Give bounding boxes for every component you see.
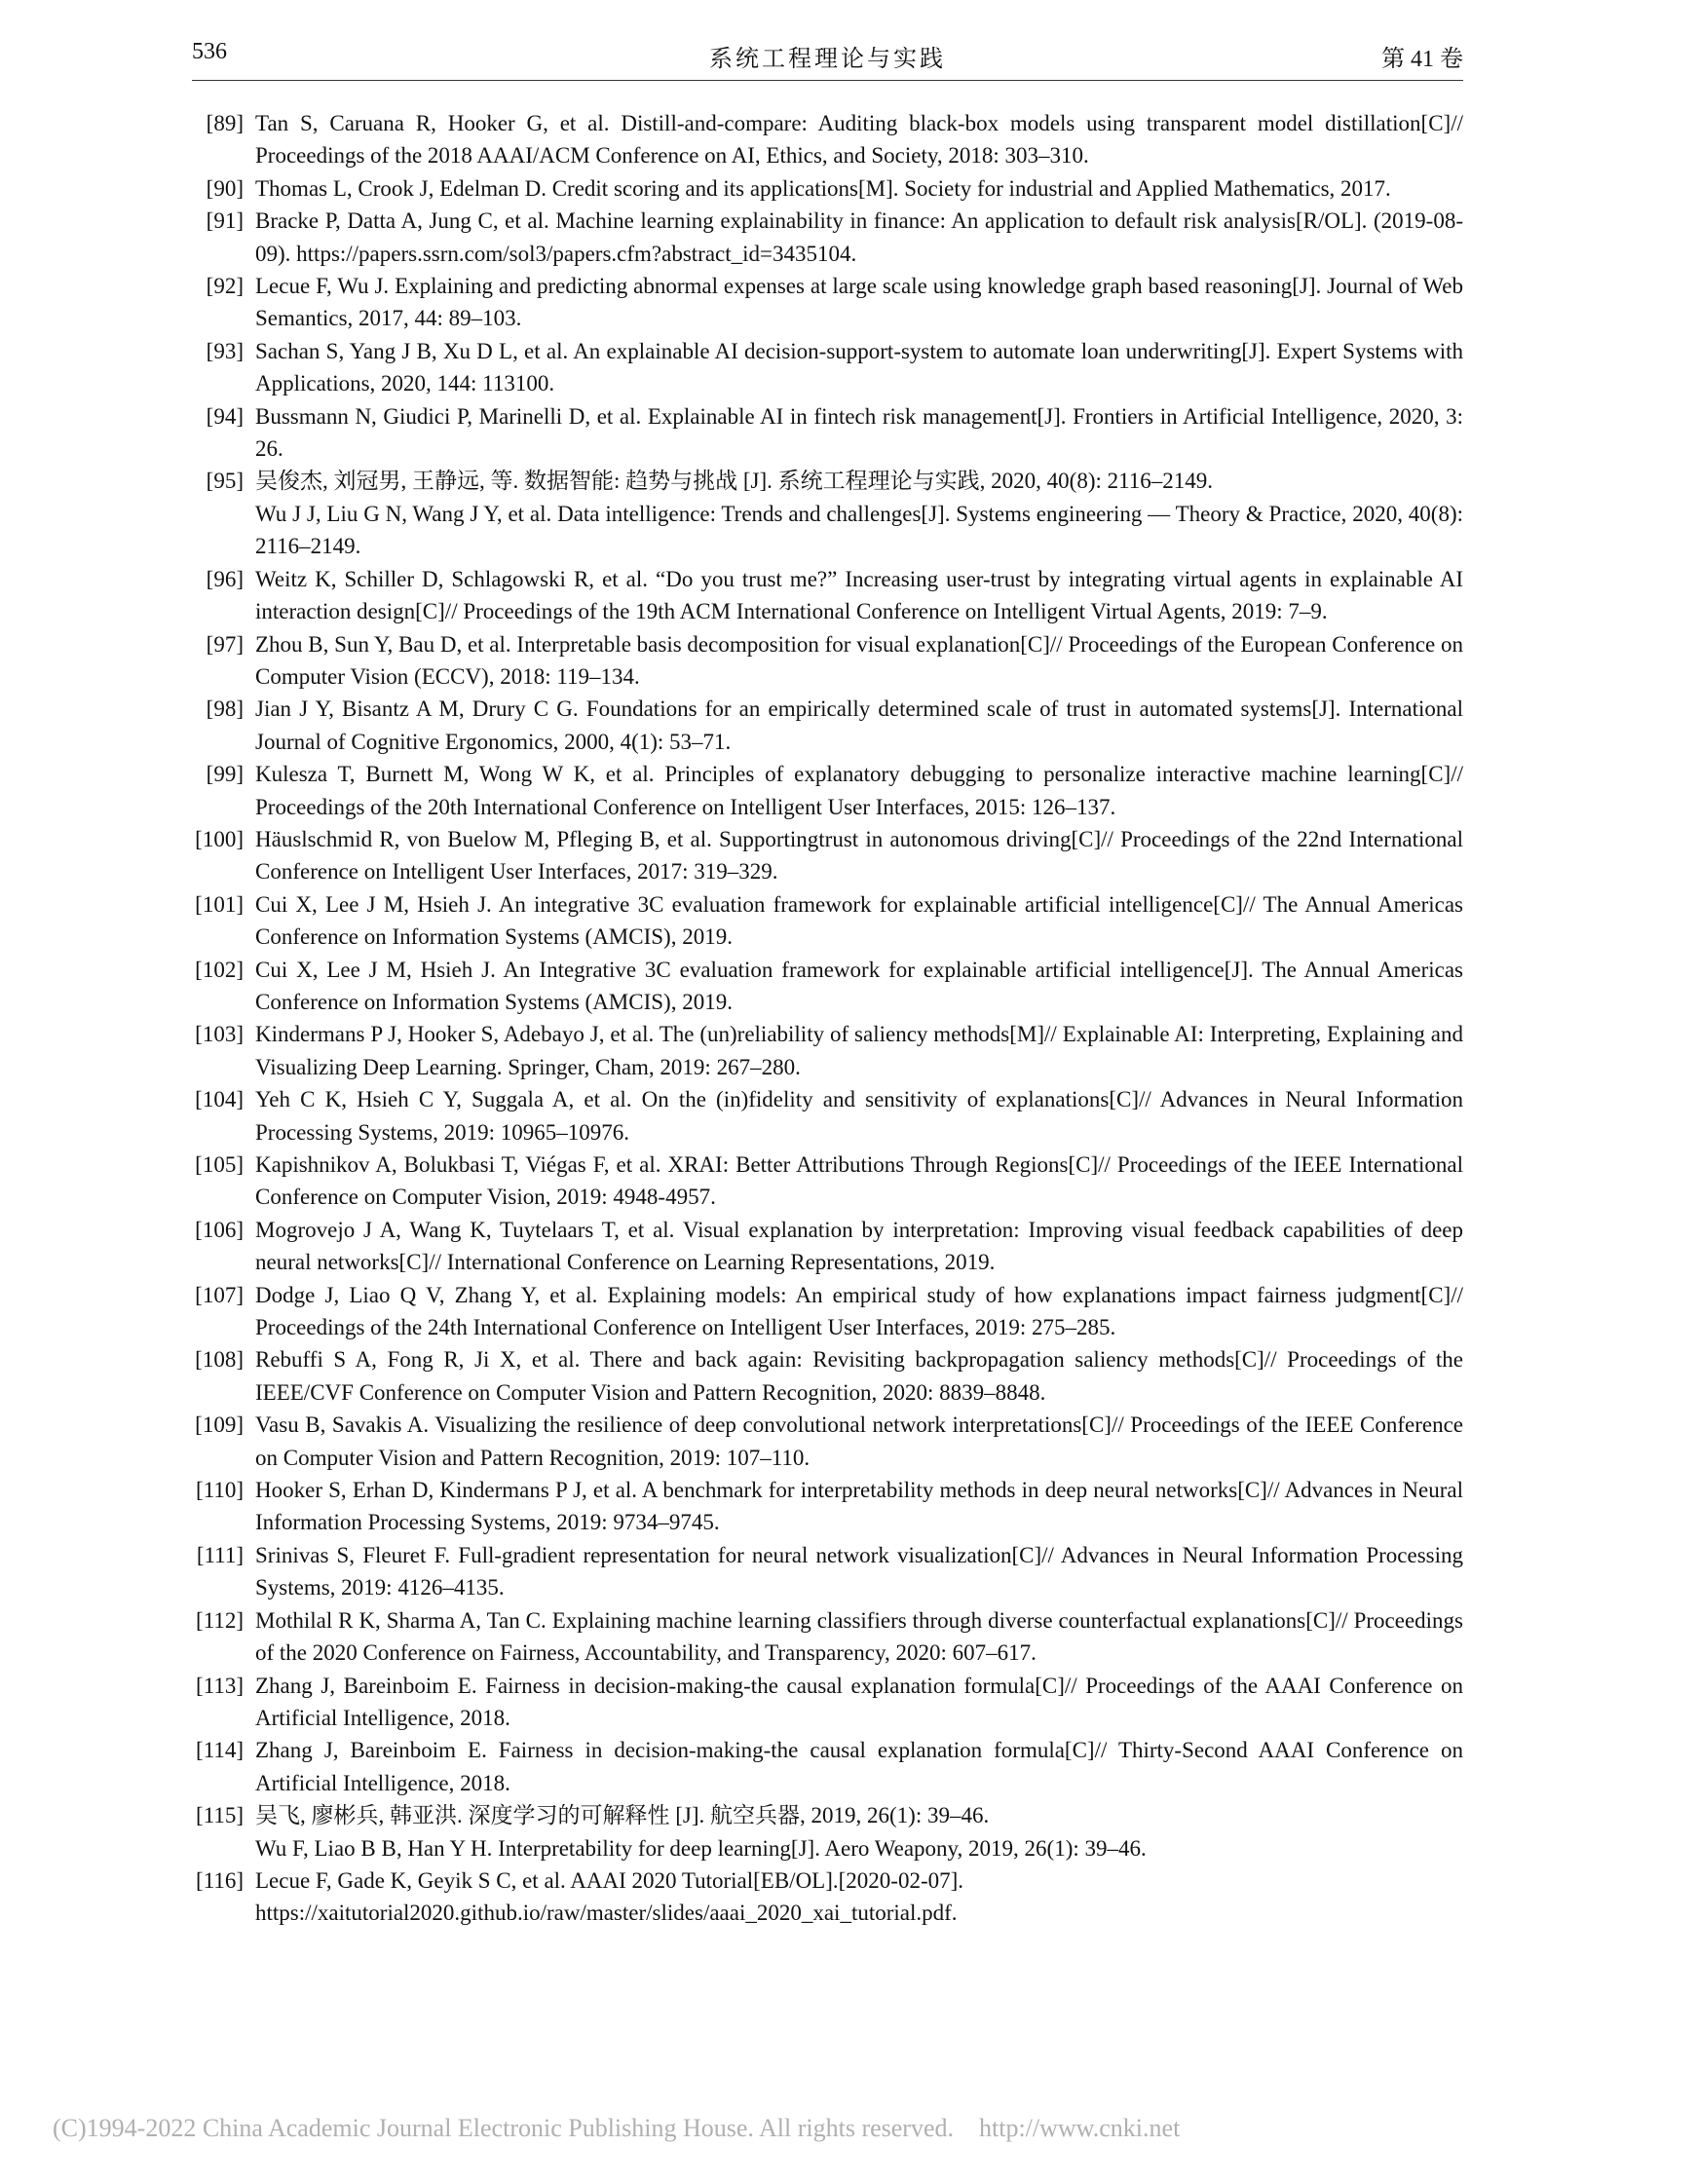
reference-number: [107] — [195, 1282, 244, 1307]
reference-number: [97] — [206, 631, 244, 657]
reference-number: [102] — [195, 957, 244, 982]
reference-item — [175, 1539, 1463, 1604]
reference-text — [244, 335, 1463, 400]
reference-line: Tan S, Caruana R, Hooker G, et al. Distill-and-compare: Auditing black-box models using transparent model distillation[C]// Proceedings of the 2018 AAAI/ACM Conference on AI, Ethics, and Society, 2018: 303–310. — [255, 111, 1463, 169]
reference-line: 吴俊杰, 刘冠男, 王静远, 等. 数据智能: 趋势与挑战 [J]. 系统工程理论与实践, 2020, 40(8): 2116–2149. — [255, 469, 1214, 494]
reference-line: Sachan S, Yang J B, Xu D L, et al. An explainable AI decision-support-system to automate loan underwriting[J]. Expert Systems with Applications, 2020, 144: 113100. — [255, 338, 1463, 396]
reference-line: Cui X, Lee J M, Hsieh J. An Integrative 3C evaluation framework for explainable artificial intelligence[J]. The Annual Americas Conference on Information Systems (AMCIS), 2019. — [255, 957, 1463, 1014]
header-rule — [192, 80, 1463, 81]
reference-number: [110] — [196, 1478, 244, 1503]
reference-text — [244, 107, 1463, 172]
reference-item — [175, 1343, 1463, 1409]
reference-line: Vasu B, Savakis A. Visualizing the resilience of deep convolutional network interpretations[C]// Proceedings of the IEEE Conference on Computer Vision and Pattern Recognition, 2019: 107–110. — [255, 1412, 1463, 1470]
reference-item — [175, 954, 1463, 1019]
reference-item — [175, 270, 1463, 335]
reference-line: Wu J J, Liu G N, Wang J Y, et al. Data intelligence: Trends and challenges[J]. Systems engineering — Theory & Practice, 2020, 40(8): 2116–2149. — [255, 501, 1463, 559]
reference-text — [244, 1539, 1463, 1604]
reference-text — [244, 693, 1463, 758]
reference-number: [105] — [195, 1152, 244, 1177]
reference-item — [175, 1083, 1463, 1148]
reference-number: [111] — [196, 1542, 244, 1567]
reference-text — [244, 172, 1463, 205]
reference-text — [244, 1799, 1463, 1864]
reference-item — [175, 758, 1463, 823]
reference-list — [175, 107, 1463, 1930]
reference-number: [93] — [206, 338, 244, 363]
reference-line: Zhang J, Bareinboim E. Fairness in decision-making-the causal explanation formula[C]// Thirty-Second AAAI Conference on Artificial Intelligence, 2018. — [255, 1738, 1463, 1795]
reference-item — [175, 172, 1463, 205]
reference-number: [99] — [206, 762, 244, 787]
reference-number: [89] — [206, 111, 244, 135]
reference-item — [175, 1409, 1463, 1474]
reference-number: [108] — [195, 1347, 244, 1373]
reference-line: Zhou B, Sun Y, Bau D, et al. Interpretable basis decomposition for visual explanation[C]// Proceedings of the European Conference on Computer Vision (ECCV), 2018: 119–134. — [255, 631, 1463, 689]
reference-text — [244, 1214, 1463, 1279]
reference-line: Bracke P, Datta A, Jung C, et al. Machine learning explainability in finance: An application to default risk analysis[R/OL]. (2019-08-09). https://papers.ssrn.com/sol3/papers.cfm?abstract_id=3435104. — [255, 208, 1463, 266]
reference-number: [98] — [206, 697, 244, 722]
reference-text — [244, 1343, 1463, 1409]
reference-text — [244, 1409, 1463, 1474]
reference-text — [244, 1670, 1463, 1735]
reference-item — [175, 1018, 1463, 1083]
reference-line: Thomas L, Crook J, Edelman D. Credit scoring and its applications[M]. Society for industrial and Applied Mathematics, 2017. — [255, 175, 1391, 201]
reference-item — [175, 1214, 1463, 1279]
reference-line: Yeh C K, Hsieh C Y, Suggala A, et al. On the (in)fidelity and sensitivity of explanations[C]// Advances in Neural Information Processing Systems, 2019: 10965–10976. — [255, 1087, 1463, 1145]
reference-item — [175, 888, 1463, 954]
reference-item — [175, 1148, 1463, 1214]
reference-text — [244, 628, 1463, 694]
volume-label: 第 41 卷 — [1381, 47, 1463, 72]
reference-line: Kindermans P J, Hooker S, Adebayo J, et al. The (un)reliability of saliency methods[M]// Explainable AI: Interpreting, Explaining and Visualizing Deep Learning. Springer, Cham, 2019: 267–280. — [255, 1022, 1463, 1079]
reference-line: Kulesza T, Burnett M, Wong W K, et al. Principles of explanatory debugging to personalize interactive machine learning[C]// Proceedings of the 20th International Conference on Intelligent User Interfaces, 2015: 126–137. — [255, 762, 1463, 819]
reference-text — [244, 1148, 1463, 1214]
reference-item — [175, 1864, 1463, 1930]
reference-number: [96] — [206, 566, 244, 591]
reference-number: [109] — [195, 1412, 244, 1438]
reference-line: Mothilal R K, Sharma A, Tan C. Explaining machine learning classifiers through diverse counterfactual explanations[C]// Proceedings of the 2020 Conference on Fairness, Accountability, and Transparency, 2020: 607–617. — [255, 1607, 1463, 1666]
reference-line: Weitz K, Schiller D, Schlagowski R, et al. “Do you trust me?” Increasing user-trust by integrating virtual agents in explainable AI interaction design[C]// Proceedings of the 19th ACM International Conference on Intelligent Virtual Agents, 2019: 7–9. — [255, 566, 1463, 624]
reference-number: [100] — [195, 826, 244, 851]
reference-text — [244, 1734, 1463, 1799]
reference-item — [175, 1799, 1463, 1864]
reference-number: [103] — [195, 1022, 244, 1047]
reference-text — [244, 205, 1463, 270]
reference-line: Zhang J, Bareinboim E. Fairness in decision-making-the causal explanation formula[C]// Proceedings of the AAAI Conference on Artificial Intelligence, 2018. — [255, 1673, 1463, 1730]
reference-item — [175, 1670, 1463, 1735]
reference-item — [175, 693, 1463, 758]
reference-text — [244, 400, 1463, 466]
reference-line: 吴飞, 廖彬兵, 韩亚洪. 深度学习的可解释性 [J]. 航空兵器, 2019, 26(1): 39–46. — [255, 1803, 990, 1828]
reference-number: [115] — [196, 1803, 244, 1828]
footer — [53, 2114, 1180, 2143]
reference-item — [175, 1474, 1463, 1539]
reference-line: Bussmann N, Giudici P, Marinelli D, et al. Explainable AI in fintech risk management[J]. Frontiers in Artificial Intelligence, 2020, 3: 26. — [255, 403, 1463, 462]
reference-number: [92] — [206, 274, 244, 299]
reference-text — [244, 1018, 1463, 1083]
reference-text — [244, 1474, 1463, 1539]
reference-line: Häuslschmid R, von Buelow M, Pfleging B, et al. Supportingtrust in autonomous driving[C]// Proceedings of the 22nd International Conference on Intelligent User Interfaces, 2017: 319–329. — [255, 826, 1463, 885]
reference-line: Kapishnikov A, Bolukbasi T, Viégas F, et al. XRAI: Better Attributions Through Regions[C]// Proceedings of the IEEE International Conference on Computer Vision, 2019: 4948-4957. — [255, 1152, 1463, 1210]
page-number: 536 — [192, 39, 227, 64]
reference-number: [91] — [206, 208, 244, 234]
reference-number: [94] — [206, 403, 244, 429]
reference-line: Srinivas S, Fleuret F. Full-gradient representation for neural network visualization[C]// Advances in Neural Information Processing Systems, 2019: 4126–4135. — [255, 1542, 1463, 1600]
reference-number: [95] — [206, 469, 244, 494]
reference-item — [175, 465, 1463, 562]
reference-line: Mogrovejo J A, Wang K, Tuytelaars T, et al. Visual explanation by interpretation: Improving visual feedback capabilities of deep neural networks[C]// International Conference on Learning Representations, 2019. — [255, 1217, 1463, 1275]
footer-url[interactable]: http://www.cnki.net — [979, 2114, 1181, 2142]
reference-item — [175, 335, 1463, 400]
reference-item — [175, 823, 1463, 888]
reference-text — [244, 823, 1463, 888]
journal-title: 系统工程理论与实践 — [709, 47, 946, 72]
reference-line: Jian J Y, Bisantz A M, Drury C G. Foundations for an empirically determined scale of trust in automated systems[J]. International Journal of Cognitive Ergonomics, 2000, 4(1): 53–71. — [255, 697, 1463, 754]
reference-item — [175, 1279, 1463, 1344]
reference-line: Hooker S, Erhan D, Kindermans P J, et al. A benchmark for interpretability methods in deep neural networks[C]// Advances in Neural Information Processing Systems, 2019: 9734–9745. — [255, 1478, 1463, 1535]
reference-line: Lecue F, Wu J. Explaining and predicting abnormal expenses at large scale using knowledge graph based reasoning[J]. Journal of Web Semantics, 2017, 44: 89–103. — [255, 274, 1463, 331]
reference-number: [112] — [196, 1607, 244, 1633]
reference-number: [90] — [206, 175, 244, 201]
reference-text — [244, 954, 1463, 1019]
reference-number: [116] — [196, 1867, 244, 1893]
reference-line: Dodge J, Liao Q V, Zhang Y, et al. Explaining models: An empirical study of how explanations impact fairness judgment[C]// Proceedings of the 24th International Conference on Intelligent User Interfaces, 2019: 275–285. — [255, 1282, 1463, 1340]
reference-text — [244, 1279, 1463, 1344]
reference-line: Cui X, Lee J M, Hsieh J. An integrative 3C evaluation framework for explainable artificial intelligence[C]// The Annual Americas Conference on Information Systems (AMCIS), 2019. — [255, 891, 1463, 950]
reference-line: Wu F, Liao B B, Han Y H. Interpretability for deep learning[J]. Aero Weapony, 2019, 26(1): 39–46. — [255, 1835, 1147, 1861]
reference-number: [114] — [196, 1738, 244, 1763]
reference-number: [106] — [195, 1217, 244, 1242]
reference-number: [104] — [195, 1087, 244, 1112]
reference-item — [175, 628, 1463, 694]
reference-text — [244, 1083, 1463, 1148]
reference-item — [175, 1604, 1463, 1670]
reference-text — [244, 270, 1463, 335]
reference-text — [244, 563, 1463, 628]
reference-line: Lecue F, Gade K, Geyik S C, et al. AAAI 2020 Tutorial[EB/OL].[2020-02-07]. — [255, 1867, 964, 1893]
reference-line: https://xaitutorial2020.github.io/raw/master/slides/aaai_2020_xai_tutorial.pdf. — [255, 1901, 958, 1926]
reference-text — [244, 465, 1463, 562]
reference-item — [175, 563, 1463, 628]
reference-number: [113] — [196, 1673, 244, 1698]
running-header — [192, 35, 1463, 74]
reference-text — [244, 1864, 1463, 1930]
footer-copyright: (C)1994-2022 China Academic Journal Electronic Publishing House. All rights reserved. — [53, 2114, 954, 2142]
reference-text — [244, 888, 1463, 954]
reference-item — [175, 1734, 1463, 1799]
reference-item — [175, 107, 1463, 172]
reference-number: [101] — [195, 891, 244, 917]
reference-text — [244, 758, 1463, 823]
reference-line: Rebuffi S A, Fong R, Ji X, et al. There and back again: Revisiting backpropagation saliency methods[C]// Proceedings of the IEEE/CVF Conference on Computer Vision and Pattern Recognition, 2020: 8839–8848. — [255, 1347, 1463, 1405]
reference-item — [175, 205, 1463, 270]
reference-item — [175, 400, 1463, 466]
reference-text — [244, 1604, 1463, 1670]
